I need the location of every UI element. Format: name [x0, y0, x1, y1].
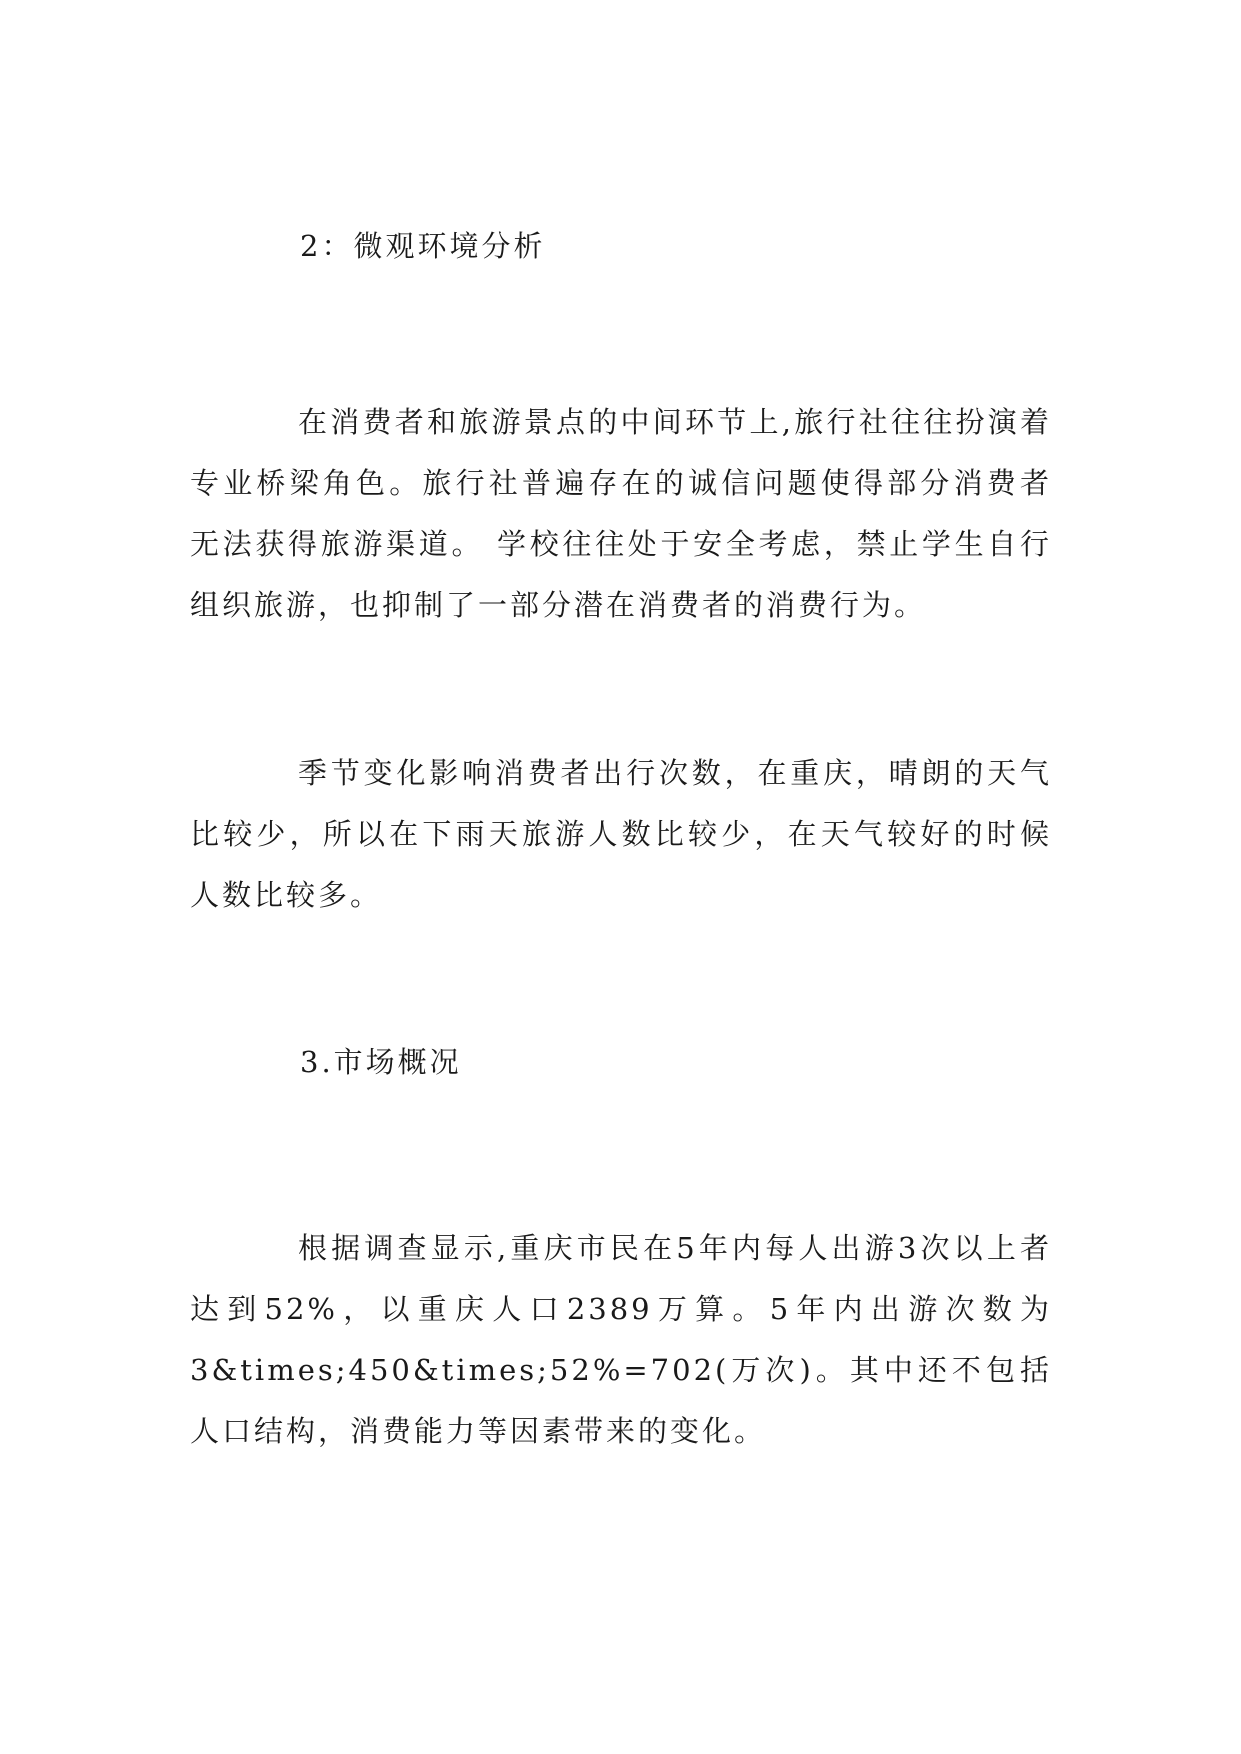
section-heading-micro-environment: 2：微观环境分析: [300, 229, 546, 263]
paragraph-survey-results: 根据调查显示,重庆市民在5年内每人出游3次以上者达到52%，以重庆人口2389万算。5年内出游次数为3&times;450&times;52%=702(万次)。其中还不包括人口结构，消费能力等因素带来的变化。: [190, 1231, 1052, 1448]
section-heading-market-overview: 3.市场概况: [300, 1045, 462, 1079]
paragraph-seasonal-change: 季节变化影响消费者出行次数，在重庆，晴朗的天气比较少，所以在下雨天旅游人数比较少，在天气较好的时候人数比较多。: [190, 756, 1052, 912]
paragraph-travel-agency: 在消费者和旅游景点的中间环节上,旅行社往往扮演着专业桥梁角色。旅行社普遍存在的诚信问题使得部分消费者无法获得旅游渠道。 学校往往处于安全考虑，禁止学生自行组织旅游，也抑制了一部分潜在消费者的消费行为。: [190, 405, 1052, 622]
